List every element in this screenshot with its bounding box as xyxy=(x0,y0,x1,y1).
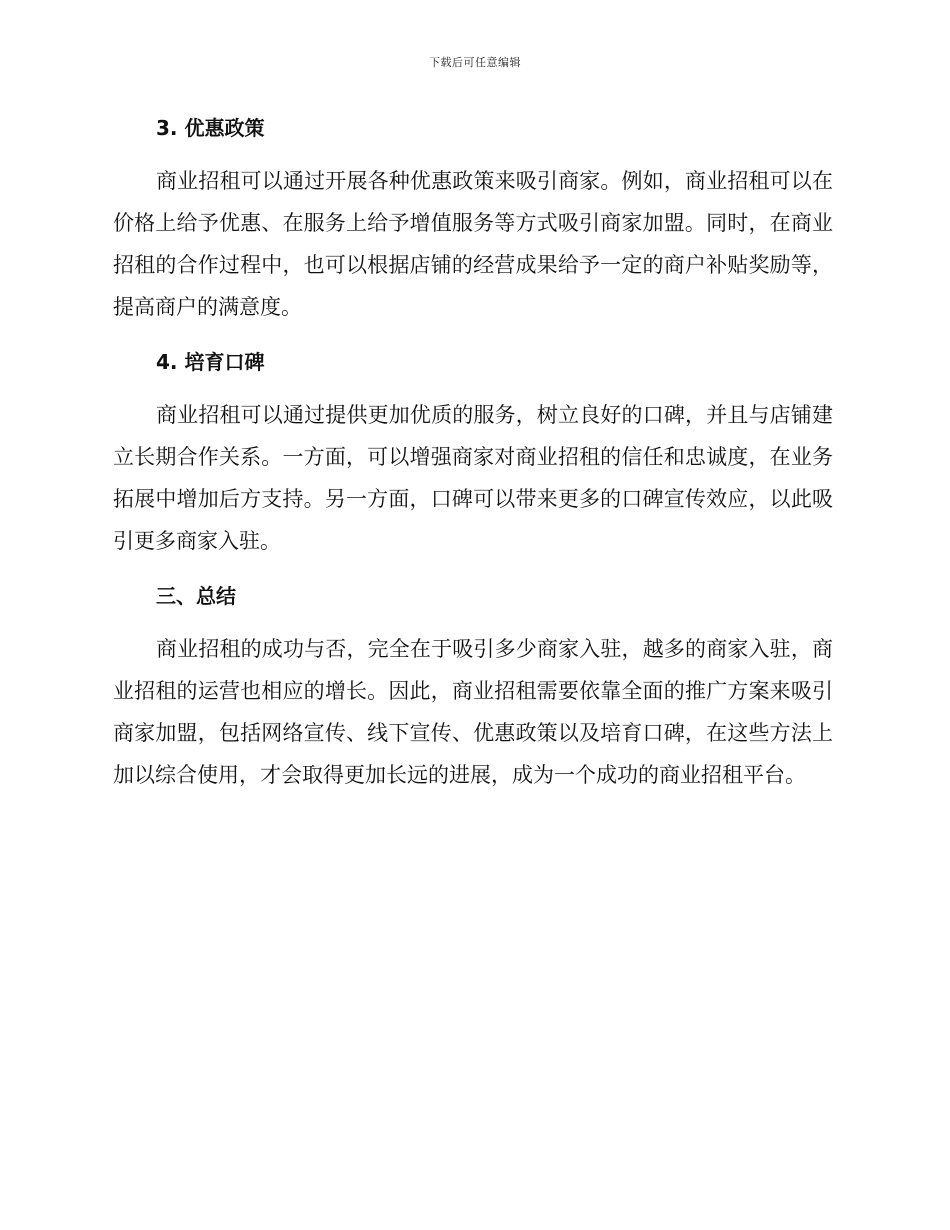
section-heading-reputation: 4. 培育口碑 xyxy=(156,350,265,374)
section-paragraph-summary: 商业招租的成功与否，完全在于吸引多少商家入驻，越多的商家入驻，商业招租的运营也相应的增长。因此，商业招租需要依靠全面的推广方案来吸引商家加盟，包括网络宣传、线下宣传、优惠政策以及培育口碑，在这些方法上加以综合使用，才会取得更加长远的进展，成为一个成功的商业招租平台。 xyxy=(113,637,833,787)
page-header-note: 下载后可任意编辑 xyxy=(429,56,521,69)
section-paragraph-discount-policy: 商业招租可以通过开展各种优惠政策来吸引商家。例如，商业招租可以在价格上给予优惠、在服务上给予增值服务等方式吸引商家加盟。同时，在商业招租的合作过程中，也可以根据店铺的经营成果给予一定的商户补贴奖励等，提高商户的满意度。 xyxy=(113,169,833,319)
section-heading-summary: 三、总结 xyxy=(156,584,236,608)
section-heading-discount-policy: 3. 优惠政策 xyxy=(156,116,265,140)
document-body xyxy=(113,108,833,810)
section-paragraph-reputation: 商业招租可以通过提供更加优质的服务，树立良好的口碑，并且与店铺建立长期合作关系。一方面，可以增强商家对商业招租的信任和忠诚度，在业务拓展中增加后方支持。另一方面，口碑可以带来更多的口碑宣传效应，以此吸引更多商家入驻。 xyxy=(113,403,833,553)
